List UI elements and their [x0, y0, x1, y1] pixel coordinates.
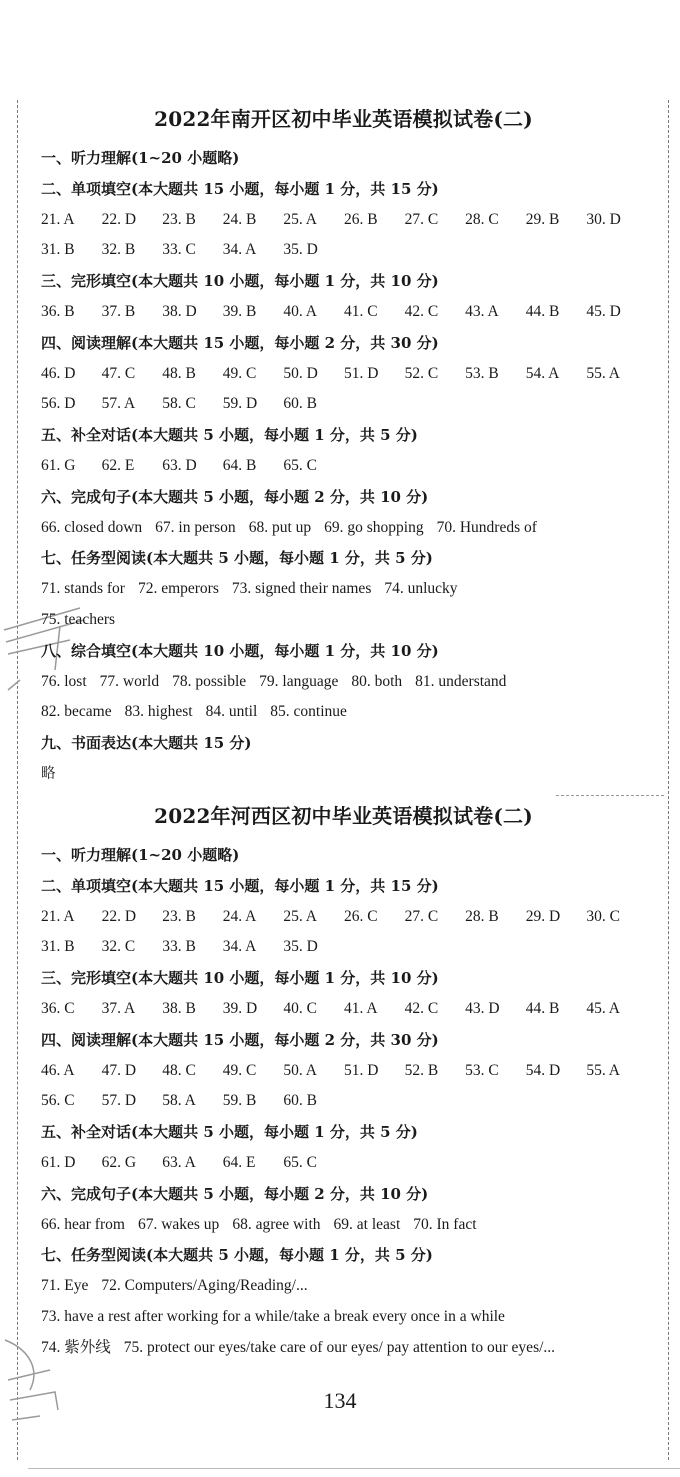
- answer-item: 49. C: [222, 1061, 257, 1079]
- answer-item: 50. D: [283, 364, 318, 382]
- right-dashed-margin: [668, 100, 669, 1460]
- answer-item: 82. became: [41, 703, 112, 721]
- answer-item: 65. C: [283, 1153, 317, 1171]
- answer-item: 21. A: [41, 907, 75, 925]
- answer-item: 40. C: [283, 999, 317, 1017]
- answer-item: 59. D: [222, 395, 258, 413]
- answer-item: 63. A: [162, 1153, 196, 1171]
- answer-row: [41, 513, 666, 544]
- answer-item: 72. emperors: [137, 580, 219, 598]
- answer-row: [41, 205, 666, 236]
- answer-row: [41, 902, 666, 933]
- answer-item: 71. Eye: [41, 1277, 89, 1295]
- answer-row: [41, 994, 666, 1025]
- answer-item: 78. possible: [172, 672, 247, 690]
- answer-item: 42. C: [404, 302, 439, 320]
- answer-item: 58. C: [162, 395, 196, 413]
- answer-item: 73. have a rest after working for a while/take a break every once in a while: [41, 1307, 505, 1325]
- page-number: 134: [323, 1388, 357, 1413]
- answer-item: 33. B: [162, 938, 196, 956]
- section-rows: [41, 840, 666, 1364]
- answer-item: 74. 紫外线: [41, 1338, 111, 1356]
- answer-item: 32. C: [101, 938, 136, 956]
- section-heading: 四、阅读理解(本大题共 15 小题，每小题 2 分，共 30 分): [41, 333, 439, 352]
- answer-item: 28. B: [465, 907, 499, 925]
- answer-item: 69. at least: [333, 1215, 401, 1233]
- answer-item: 26. B: [343, 210, 378, 228]
- answer-row: [41, 1210, 666, 1241]
- answer-item: 35. D: [283, 241, 318, 259]
- answer-item: 52. C: [404, 364, 439, 382]
- answer-item: 56. C: [41, 1092, 75, 1110]
- answer-item: 36. C: [41, 999, 75, 1017]
- answer-item: 22. D: [101, 907, 137, 925]
- answer-item: 48. B: [162, 364, 196, 382]
- answer-item: 71. stands for: [41, 580, 125, 598]
- answer-item: 59. B: [222, 1092, 257, 1110]
- section-heading: 五、补全对话(本大题共 5 小题，每小题 1 分，共 5 分): [41, 426, 418, 445]
- answer-item: 51. D: [343, 364, 379, 382]
- answer-row: [41, 359, 666, 390]
- answer-item: 76. lost: [41, 672, 87, 690]
- answer-item: 34. A: [222, 938, 257, 956]
- answer-item: 26. C: [343, 907, 378, 925]
- answer-item: 33. C: [162, 241, 196, 259]
- answer-item: 43. A: [465, 302, 499, 320]
- answer-item: 42. C: [404, 999, 439, 1017]
- answer-item: 31. B: [41, 241, 75, 259]
- answer-item: 37. A: [101, 999, 136, 1017]
- answer-item: 64. B: [222, 456, 257, 474]
- answer-item: 46. D: [41, 364, 76, 382]
- answer-item: 52. B: [404, 1061, 439, 1079]
- section-heading: 一、听力理解(1~20 小题略): [41, 846, 240, 864]
- answer-item: 75. protect our eyes/take care of our eyes/ pay attention to our eyes/...: [123, 1338, 556, 1356]
- answer-item: 66. closed down: [41, 518, 143, 536]
- answer-item: 24. B: [222, 210, 257, 228]
- section-heading: 三、完形填空(本大题共 10 小题，每小题 1 分，共 10 分): [41, 969, 439, 988]
- answer-item: 63. D: [162, 456, 197, 474]
- answer-item: 39. D: [222, 999, 258, 1017]
- answer-item: 38. D: [162, 302, 197, 320]
- exam-title: 2022年河西区初中毕业英语模拟试卷(二): [154, 804, 533, 828]
- answer-item: 67. in person: [155, 518, 236, 536]
- answer-item: 32. B: [101, 241, 136, 259]
- answer-item: 55. A: [586, 364, 620, 382]
- answer-item: 30. C: [586, 907, 620, 925]
- answer-item: 75. teachers: [41, 610, 116, 628]
- answer-item: 70. In fact: [413, 1215, 477, 1233]
- answer-item: 49. C: [222, 364, 257, 382]
- section-heading: 三、完形填空(本大题共 10 小题，每小题 1 分，共 10 分): [41, 272, 439, 291]
- section-heading: 六、完成句子(本大题共 5 小题，每小题 2 分，共 10 分): [41, 1184, 429, 1203]
- section-rows: [41, 143, 666, 790]
- answer-item: 37. B: [101, 302, 136, 320]
- answer-item: 57. A: [101, 395, 136, 413]
- answer-item: 65. C: [283, 456, 317, 474]
- answer-item: 22. D: [101, 210, 137, 228]
- answer-item: 60. B: [283, 1092, 317, 1110]
- answer-item: 29. B: [525, 210, 560, 228]
- answer-item: 53. C: [465, 1061, 499, 1079]
- answer-item: 21. A: [41, 210, 75, 228]
- answer-item: 30. D: [586, 210, 621, 228]
- answer-item: 41. A: [343, 999, 378, 1017]
- answer-item: 25. A: [283, 210, 317, 228]
- answer-item: 84. until: [205, 703, 258, 721]
- answer-item: 50. A: [283, 1061, 317, 1079]
- answer-item: 41. C: [343, 302, 378, 320]
- answer-item: 57. D: [101, 1092, 137, 1110]
- answer-item: 43. D: [465, 999, 500, 1017]
- bottom-rule: [28, 1468, 680, 1469]
- answer-item: 27. C: [404, 907, 439, 925]
- answer-item: 23. B: [162, 210, 196, 228]
- answer-item: 74. unlucky: [384, 580, 458, 598]
- answer-item: 39. B: [222, 302, 257, 320]
- answer-row: [41, 1086, 666, 1117]
- section-heading: 一、听力理解(1~20 小题略): [41, 149, 240, 167]
- answer-row: [41, 932, 666, 963]
- answer-row: [41, 451, 666, 482]
- answer-item: 83. highest: [124, 703, 193, 721]
- exam-title: 2022年南开区初中毕业英语模拟试卷(二): [154, 107, 533, 131]
- answer-row: [41, 574, 666, 605]
- answer-item: 73. signed their names: [231, 580, 372, 598]
- answer-item: 34. A: [222, 241, 257, 259]
- answer-item: 72. Computers/Aging/Reading/...: [101, 1277, 308, 1295]
- section-heading: 八、综合填空(本大题共 10 小题，每小题 1 分，共 10 分): [41, 641, 439, 660]
- answer-item: 48. C: [162, 1061, 196, 1079]
- section-heading: 六、完成句子(本大题共 5 小题，每小题 2 分，共 10 分): [41, 487, 429, 506]
- answer-item: 27. C: [404, 210, 439, 228]
- answer-row: [41, 1302, 666, 1333]
- section-heading: 二、单项填空(本大题共 15 小题，每小题 1 分，共 15 分): [41, 876, 439, 895]
- answer-item: 79. language: [259, 672, 339, 690]
- answer-row: [41, 1333, 666, 1364]
- answer-item: 55. A: [586, 1061, 620, 1079]
- answer-row: [41, 697, 666, 728]
- answer-item: 45. D: [586, 302, 621, 320]
- answer-item: 44. B: [525, 999, 560, 1017]
- section-heading: 九、书面表达(本大题共 15 分): [41, 734, 252, 753]
- answer-row: [41, 605, 666, 636]
- answer-item: 46. A: [41, 1061, 75, 1079]
- answer-item: 66. hear from: [41, 1215, 125, 1233]
- section-heading: 七、任务型阅读(本大题共 5 小题，每小题 1 分，共 5 分): [41, 549, 433, 568]
- section-heading: 七、任务型阅读(本大题共 5 小题，每小题 1 分，共 5 分): [41, 1246, 433, 1265]
- answer-item: 60. B: [283, 395, 317, 413]
- answer-item: 47. C: [101, 364, 136, 382]
- answer-item: 35. D: [283, 938, 318, 956]
- answer-note: 略: [41, 765, 56, 782]
- answer-item: 85. continue: [270, 703, 347, 721]
- answer-row: [41, 1271, 666, 1302]
- section-divider: [556, 795, 664, 796]
- section-heading: 二、单项填空(本大题共 15 小题，每小题 1 分，共 15 分): [41, 179, 439, 198]
- answer-item: 61. G: [41, 456, 76, 474]
- answer-row: [41, 667, 666, 698]
- answer-item: 51. D: [343, 1061, 379, 1079]
- answer-item: 54. A: [525, 364, 560, 382]
- answer-item: 67. wakes up: [137, 1215, 220, 1233]
- exam-set-nankai: [41, 103, 666, 790]
- answer-item: 77. world: [99, 672, 160, 690]
- answer-item: 40. A: [283, 302, 317, 320]
- answer-item: 23. B: [162, 907, 196, 925]
- answer-item: 28. C: [465, 210, 499, 228]
- answer-item: 62. G: [101, 1153, 137, 1171]
- answer-item: 62. E: [101, 456, 135, 474]
- answer-row: [41, 235, 666, 266]
- answer-item: 58. A: [162, 1092, 196, 1110]
- answer-item: 80. both: [351, 672, 403, 690]
- answer-item: 24. A: [222, 907, 257, 925]
- answer-item: 64. E: [222, 1153, 256, 1171]
- answer-item: 70. Hundreds of: [436, 518, 537, 536]
- answer-item: 38. B: [162, 999, 196, 1017]
- answer-item: 36. B: [41, 302, 75, 320]
- answer-item: 56. D: [41, 395, 76, 413]
- answer-item: 68. put up: [248, 518, 312, 536]
- answer-row: [41, 297, 666, 328]
- left-dashed-margin: [17, 100, 18, 1460]
- answer-item: 69. go shopping: [324, 518, 424, 536]
- exam-set-hexi: [41, 800, 666, 1364]
- answer-item: 81. understand: [415, 672, 507, 690]
- answer-item: 54. D: [525, 1061, 561, 1079]
- answer-item: 53. B: [465, 364, 499, 382]
- section-heading: 五、补全对话(本大题共 5 小题，每小题 1 分，共 5 分): [41, 1123, 418, 1142]
- answer-item: 44. B: [525, 302, 560, 320]
- answer-row: [41, 1056, 666, 1087]
- answer-item: 25. A: [283, 907, 317, 925]
- answer-item: 31. B: [41, 938, 75, 956]
- answer-row: [41, 389, 666, 420]
- answer-item: 61. D: [41, 1153, 76, 1171]
- section-heading: 四、阅读理解(本大题共 15 小题，每小题 2 分，共 30 分): [41, 1030, 439, 1049]
- answer-row: [41, 1148, 666, 1179]
- answer-item: 29. D: [525, 907, 561, 925]
- answer-item: 68. agree with: [232, 1215, 321, 1233]
- answer-item: 45. A: [586, 999, 620, 1017]
- answer-item: 47. D: [101, 1061, 137, 1079]
